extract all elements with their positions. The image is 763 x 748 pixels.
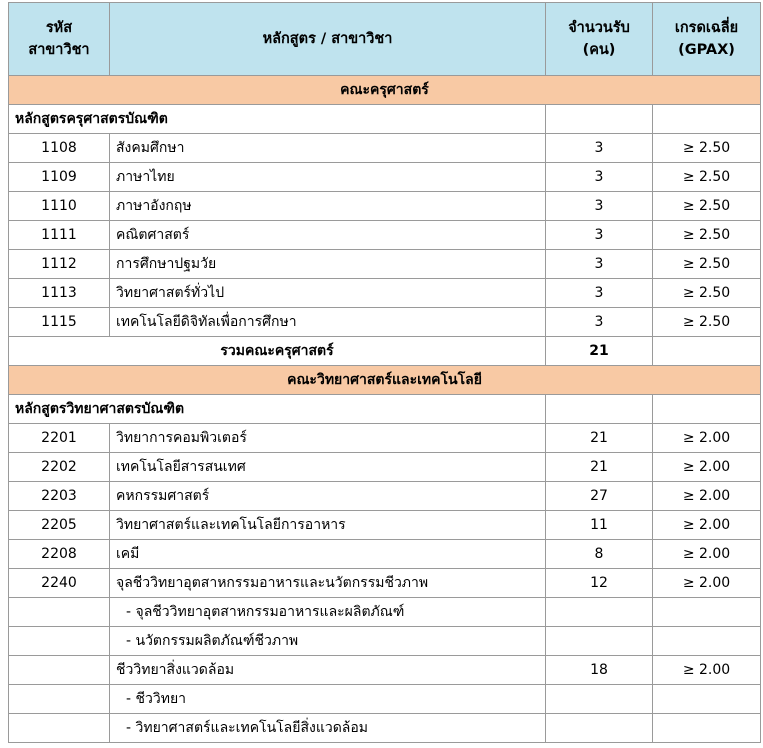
gpax-value: ≥ 2.00	[653, 453, 761, 482]
program-title: หลักสูตรวิทยาศาสตรบัณฑิต	[9, 395, 546, 424]
gpax-value: ≥ 2.50	[653, 221, 761, 250]
table-row	[9, 540, 761, 569]
seats-value: 11	[546, 511, 653, 540]
seats-value: 18	[546, 656, 653, 685]
major-code	[9, 685, 110, 714]
gpax-value	[653, 714, 761, 743]
major-name: เคมี	[110, 540, 546, 569]
program-title-gpax-cell	[653, 395, 761, 424]
table-row	[9, 598, 761, 627]
major-code: 2208	[9, 540, 110, 569]
major-name: ชีววิทยาสิ่งแวดล้อม	[110, 656, 546, 685]
major-code: 1108	[9, 134, 110, 163]
table-row	[9, 134, 761, 163]
major-code: 1113	[9, 279, 110, 308]
program-title: หลักสูตรครุศาสตรบัณฑิต	[9, 105, 546, 134]
major-name: คณิตศาสตร์	[110, 221, 546, 250]
table-row	[9, 511, 761, 540]
gpax-value: ≥ 2.00	[653, 482, 761, 511]
gpax-value: ≥ 2.50	[653, 192, 761, 221]
seats-value: 8	[546, 540, 653, 569]
admission-table	[8, 2, 761, 743]
major-code	[9, 714, 110, 743]
header-gpax-line2: (GPAX)	[678, 42, 735, 58]
gpax-value: ≥ 2.00	[653, 569, 761, 598]
program-title-row	[9, 395, 761, 424]
seats-value	[546, 714, 653, 743]
major-code: 2240	[9, 569, 110, 598]
table-row	[9, 279, 761, 308]
table-row	[9, 424, 761, 453]
major-code: 2202	[9, 453, 110, 482]
header-code-line2: สาขาวิชา	[28, 42, 90, 58]
major-name: - จุลชีววิทยาอุตสาหกรรมอาหารและผลิตภัณฑ์	[110, 598, 546, 627]
major-name: - ชีววิทยา	[110, 685, 546, 714]
table-row	[9, 685, 761, 714]
gpax-value: ≥ 2.50	[653, 250, 761, 279]
gpax-value	[653, 627, 761, 656]
major-name: สังคมศึกษา	[110, 134, 546, 163]
gpax-value	[653, 598, 761, 627]
header-seats-line2: (คน)	[582, 42, 616, 58]
major-name: คหกรรมศาสตร์	[110, 482, 546, 511]
total-label: รวมคณะครุศาสตร์	[9, 337, 546, 366]
seats-value: 3	[546, 163, 653, 192]
table-row	[9, 714, 761, 743]
major-name: - นวัตกรรมผลิตภัณฑ์ชีวภาพ	[110, 627, 546, 656]
major-name: จุลชีววิทยาอุตสาหกรรมอาหารและนวัตกรรมชีวภาพ	[110, 569, 546, 598]
seats-value: 3	[546, 221, 653, 250]
table-row	[9, 221, 761, 250]
major-code: 1115	[9, 308, 110, 337]
seats-value	[546, 627, 653, 656]
header-gpax	[653, 3, 761, 76]
table-row	[9, 482, 761, 511]
seats-value: 21	[546, 424, 653, 453]
gpax-value: ≥ 2.50	[653, 134, 761, 163]
gpax-value: ≥ 2.00	[653, 540, 761, 569]
header-code-line1: รหัส	[45, 20, 73, 36]
header-seats-line1: จำนวนรับ	[568, 20, 630, 36]
major-code: 1111	[9, 221, 110, 250]
program-title-seats-cell	[546, 105, 653, 134]
total-seats: 21	[546, 337, 653, 366]
header-seats	[546, 3, 653, 76]
table-row	[9, 250, 761, 279]
table-row	[9, 163, 761, 192]
table-body	[9, 76, 761, 743]
major-code: 1110	[9, 192, 110, 221]
gpax-value: ≥ 2.00	[653, 656, 761, 685]
faculty-title: คณะวิทยาศาสตร์และเทคโนโลยี	[9, 366, 761, 395]
gpax-value: ≥ 2.00	[653, 511, 761, 540]
header-row	[9, 3, 761, 76]
major-code: 2205	[9, 511, 110, 540]
seats-value: 12	[546, 569, 653, 598]
major-code: 1112	[9, 250, 110, 279]
major-name: การศึกษาปฐมวัย	[110, 250, 546, 279]
faculty-row	[9, 76, 761, 105]
major-code	[9, 656, 110, 685]
table-row	[9, 569, 761, 598]
total-row	[9, 337, 761, 366]
major-code: 2201	[9, 424, 110, 453]
table-row	[9, 192, 761, 221]
seats-value: 3	[546, 250, 653, 279]
major-name: ภาษาอังกฤษ	[110, 192, 546, 221]
major-code	[9, 627, 110, 656]
major-code: 1109	[9, 163, 110, 192]
gpax-value: ≥ 2.00	[653, 424, 761, 453]
gpax-value: ≥ 2.50	[653, 279, 761, 308]
major-code	[9, 598, 110, 627]
major-name: วิทยาการคอมพิวเตอร์	[110, 424, 546, 453]
program-title-row	[9, 105, 761, 134]
seats-value	[546, 685, 653, 714]
major-name: เทคโนโลยีดิจิทัลเพื่อการศึกษา	[110, 308, 546, 337]
gpax-value: ≥ 2.50	[653, 308, 761, 337]
header-gpax-line1: เกรดเฉลี่ย	[674, 20, 739, 36]
faculty-title: คณะครุศาสตร์	[9, 76, 761, 105]
gpax-value	[653, 685, 761, 714]
seats-value: 21	[546, 453, 653, 482]
major-name: ภาษาไทย	[110, 163, 546, 192]
faculty-row	[9, 366, 761, 395]
seats-value: 27	[546, 482, 653, 511]
program-title-gpax-cell	[653, 105, 761, 134]
table-row	[9, 453, 761, 482]
seats-value: 3	[546, 192, 653, 221]
major-name: วิทยาศาสตร์ทั่วไป	[110, 279, 546, 308]
major-name: - วิทยาศาสตร์และเทคโนโลยีสิ่งแวดล้อม	[110, 714, 546, 743]
total-gpax-cell	[653, 337, 761, 366]
header-program: หลักสูตร / สาขาวิชา	[110, 3, 546, 76]
program-title-seats-cell	[546, 395, 653, 424]
major-name: เทคโนโลยีสารสนเทศ	[110, 453, 546, 482]
seats-value	[546, 598, 653, 627]
major-code: 2203	[9, 482, 110, 511]
seats-value: 3	[546, 308, 653, 337]
header-code	[9, 3, 110, 76]
table-row	[9, 627, 761, 656]
seats-value: 3	[546, 134, 653, 163]
table-row	[9, 308, 761, 337]
table-row	[9, 656, 761, 685]
major-name: วิทยาศาสตร์และเทคโนโลยีการอาหาร	[110, 511, 546, 540]
gpax-value: ≥ 2.50	[653, 163, 761, 192]
seats-value: 3	[546, 279, 653, 308]
